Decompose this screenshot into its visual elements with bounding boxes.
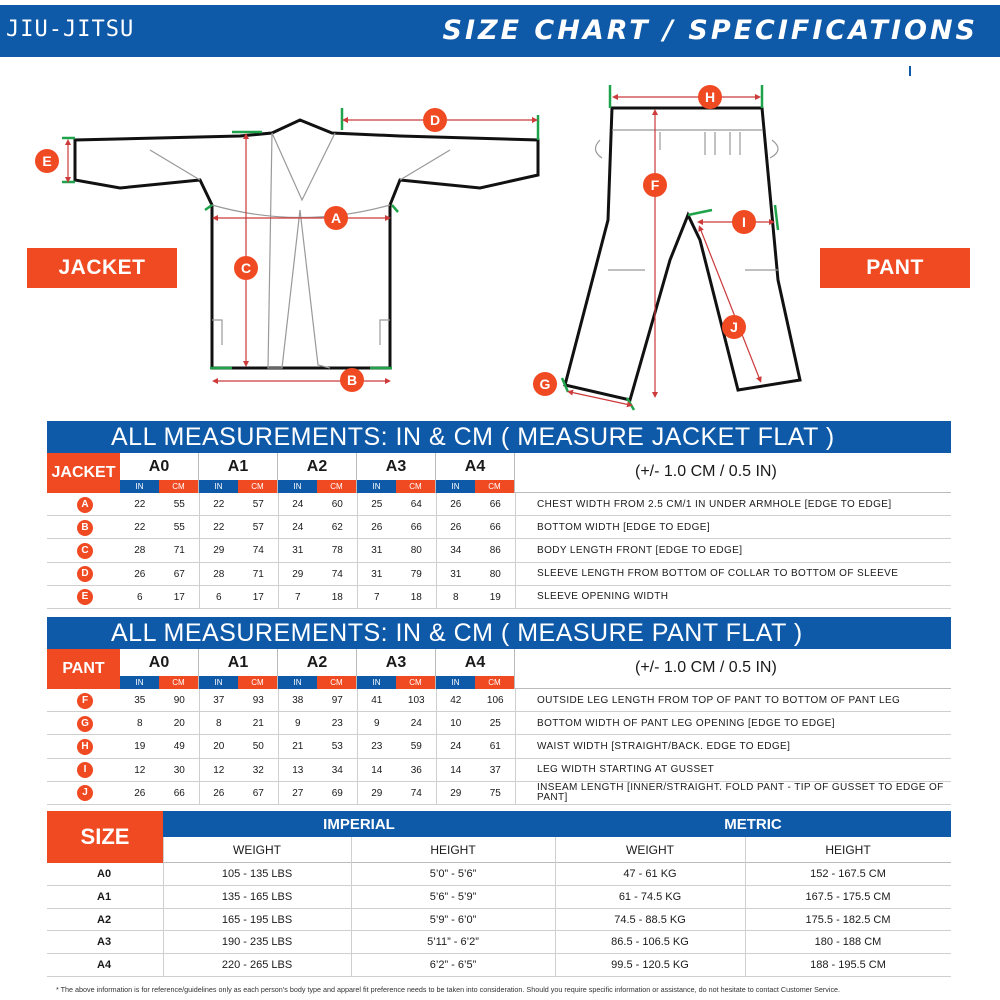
table-cell: 10: [450, 718, 462, 730]
marker-g-icon: G: [533, 372, 557, 396]
table-cell: 64: [410, 499, 422, 510]
measure-marker-icon: J: [77, 785, 93, 801]
table-cell: 61 - 74.5 KG: [618, 890, 682, 903]
table-cell: 53: [331, 741, 343, 753]
marker-c-icon: C: [234, 256, 258, 280]
table-row: [47, 886, 951, 909]
table-cell: 6: [136, 591, 143, 603]
size-label: A3: [97, 936, 112, 949]
table-cell: 26: [371, 522, 383, 534]
table-cell: 5’0” - 5’6”: [429, 868, 477, 880]
table-cell: 49: [173, 741, 185, 753]
table-cell: 99.5 - 120.5 KG: [611, 959, 689, 972]
jacket-label: JACKET: [27, 248, 177, 288]
table-cell: 8: [136, 718, 143, 730]
unit-cm: CM: [317, 480, 356, 493]
marker-b-icon: B: [340, 368, 364, 392]
table-cell: 9: [373, 718, 380, 730]
table-cell: 29: [213, 545, 225, 557]
table-cell: 31: [371, 545, 383, 557]
measure-marker-icon: D: [77, 566, 93, 582]
size-col-a2: [278, 649, 357, 689]
page-title: SIZE CHART / SPECIFICATIONS: [442, 15, 978, 46]
size-label: A2: [306, 654, 328, 671]
size-label: A4: [97, 959, 112, 972]
table-cell: 50: [252, 741, 264, 753]
table-cell: 12: [134, 764, 146, 776]
table-cell: 66: [410, 522, 422, 534]
size-label: A1: [97, 890, 112, 903]
pant-rows: [47, 689, 951, 805]
table-cell: 29: [371, 787, 383, 799]
table-cell: 220 - 265 LBS: [221, 959, 293, 972]
table-cell: 25: [371, 499, 383, 510]
table-cell: 6’2” - 6’5”: [429, 959, 477, 972]
table-cell: 23: [371, 741, 383, 753]
tolerance-note: (+/- 1.0 CM / 0.5 IN): [635, 659, 777, 676]
jacket-table-title: ALL MEASUREMENTS: IN & CM ( MEASURE JACKET FLAT ): [47, 421, 951, 453]
marker-j-icon: J: [722, 315, 746, 339]
size-col-a0: [120, 649, 199, 689]
unit-in: IN: [436, 676, 475, 689]
size-col-a3: [357, 649, 436, 689]
unit-in: IN: [357, 676, 396, 689]
imperial-height-header: HEIGHT: [351, 837, 555, 863]
table-cell: 55: [173, 522, 185, 534]
table-cell: 9: [294, 718, 301, 730]
tolerance-note: (+/- 1.0 CM / 0.5 IN): [635, 463, 777, 480]
table-cell: 20: [213, 741, 225, 753]
table-cell: 12: [213, 764, 225, 776]
marker-e-icon: E: [35, 149, 59, 173]
table-cell: 30: [173, 764, 185, 776]
table-cell: 80: [410, 545, 422, 557]
measure-marker-icon: I: [77, 762, 93, 778]
table-cell: 36: [410, 764, 422, 776]
table-row: [47, 759, 951, 782]
measure-marker-icon: A: [77, 497, 93, 513]
measure-description: BODY LENGTH FRONT [EDGE TO EDGE]: [537, 544, 743, 556]
table-cell: 34: [331, 764, 343, 776]
imperial-header: IMPERIAL: [163, 811, 555, 837]
jacket-rows: [47, 493, 951, 609]
measure-marker-icon: E: [77, 589, 93, 605]
metric-header: METRIC: [555, 811, 951, 837]
table-cell: 25: [489, 718, 501, 730]
pant-table-title: ALL MEASUREMENTS: IN & CM ( MEASURE PANT FLAT ): [47, 617, 951, 649]
unit-cm: CM: [238, 676, 277, 689]
table-cell: 74.5 - 88.5 KG: [614, 913, 686, 926]
size-col-a1: [199, 453, 278, 493]
table-cell: 14: [450, 764, 462, 776]
table-cell: 74: [410, 787, 422, 799]
measure-description: WAIST WIDTH [STRAIGHT/BACK. EDGE TO EDGE]: [537, 740, 791, 752]
pant-measurements-table: [47, 617, 951, 805]
table-cell: 5’6” - 5’9”: [429, 890, 477, 903]
table-row: [47, 539, 951, 562]
marker-i-icon: I: [732, 210, 756, 234]
measure-description: BOTTOM WIDTH OF PANT LEG OPENING [EDGE TO EDGE]: [537, 717, 835, 729]
size-label: A2: [306, 458, 328, 475]
table-cell: 71: [173, 545, 185, 557]
table-cell: 66: [489, 499, 501, 510]
table-cell: 67: [252, 787, 264, 799]
unit-cm: CM: [396, 676, 435, 689]
marker-a-icon: A: [324, 206, 348, 230]
table-cell: 21: [292, 741, 304, 753]
size-label: A2: [97, 913, 112, 926]
unit-cm: CM: [159, 676, 198, 689]
table-cell: 59: [410, 741, 422, 753]
unit-cm: CM: [238, 480, 277, 493]
table-row: [47, 563, 951, 586]
measure-description: CHEST WIDTH FROM 2.5 CM/1 IN UNDER ARMHOLE [EDGE TO EDGE]: [537, 498, 892, 510]
unit-in: IN: [436, 480, 475, 493]
table-cell: 90: [173, 695, 185, 706]
table-cell: 26: [450, 522, 462, 534]
size-label: A0: [148, 458, 170, 475]
table-cell: 78: [331, 545, 343, 557]
table-cell: 22: [134, 499, 146, 510]
table-cell: 19: [489, 591, 501, 603]
table-cell: 74: [252, 545, 264, 557]
table-cell: 190 - 235 LBS: [221, 936, 293, 949]
size-conversion-table: [47, 811, 951, 977]
pant-tag: PANT: [47, 649, 120, 689]
garment-drawing: [0, 60, 1000, 420]
table-cell: 57: [252, 522, 264, 534]
marker-h-icon: H: [698, 85, 722, 109]
table-cell: 24: [292, 522, 304, 534]
table-cell: 22: [213, 522, 225, 534]
measure-description: BOTTOM WIDTH [EDGE TO EDGE]: [537, 521, 711, 533]
table-cell: 29: [292, 568, 304, 580]
jacket-drawing: [75, 120, 538, 368]
size-label: A0: [97, 868, 112, 880]
size-label: A3: [385, 654, 407, 671]
table-cell: 105 - 135 LBS: [221, 868, 293, 880]
table-cell: 5’9” - 6’0”: [429, 913, 477, 926]
table-cell: 66: [489, 522, 501, 534]
table-cell: 28: [213, 568, 225, 580]
table-cell: 29: [450, 787, 462, 799]
table-cell: 17: [252, 591, 264, 603]
table-cell: 24: [450, 741, 462, 753]
table-cell: 86.5 - 106.5 KG: [611, 936, 689, 949]
table-cell: 79: [410, 568, 422, 580]
metric-weight-header: WEIGHT: [555, 837, 745, 863]
jacket-table-header: [47, 453, 951, 493]
table-cell: 18: [331, 591, 343, 603]
table-row: [47, 909, 951, 932]
table-cell: 24: [292, 499, 304, 510]
unit-cm: CM: [396, 480, 435, 493]
size-label: A0: [148, 654, 170, 671]
table-cell: 41: [371, 695, 383, 706]
table-cell: 86: [489, 545, 501, 557]
table-cell: 26: [213, 787, 225, 799]
unit-in: IN: [278, 480, 317, 493]
table-cell: 7: [373, 591, 380, 603]
measure-description: LEG WIDTH STARTING AT GUSSET: [537, 764, 715, 776]
size-label: A1: [227, 458, 249, 475]
size-tag: SIZE: [47, 811, 163, 863]
table-cell: 69: [331, 787, 343, 799]
table-cell: 7: [294, 591, 301, 603]
metric-height-header: HEIGHT: [745, 837, 951, 863]
table-cell: 6: [215, 591, 222, 603]
table-cell: 26: [134, 787, 146, 799]
table-cell: 20: [173, 718, 185, 730]
table-cell: 28: [134, 545, 146, 557]
jacket-tag: JACKET: [47, 453, 120, 493]
table-cell: 31: [371, 568, 383, 580]
table-cell: 175.5 - 182.5 CM: [805, 913, 891, 926]
table-cell: 93: [252, 695, 264, 706]
table-cell: 55: [173, 499, 185, 510]
measure-marker-icon: G: [77, 716, 93, 732]
table-cell: 165 - 195 LBS: [221, 913, 293, 926]
table-cell: 37: [489, 764, 501, 776]
imperial-weight-header: WEIGHT: [163, 837, 351, 863]
table-cell: 26: [134, 568, 146, 580]
table-cell: 8: [215, 718, 222, 730]
unit-in: IN: [357, 480, 396, 493]
size-col-a4: [436, 453, 515, 493]
table-row: [47, 493, 951, 516]
table-cell: 31: [450, 568, 462, 580]
table-cell: 71: [252, 568, 264, 580]
table-cell: 14: [371, 764, 383, 776]
size-label: A1: [227, 654, 249, 671]
jacket-measurements-table: [47, 421, 951, 609]
unit-cm: CM: [159, 480, 198, 493]
unit-in: IN: [120, 676, 159, 689]
table-cell: 34: [450, 545, 462, 557]
table-cell: 135 - 165 LBS: [221, 890, 293, 903]
table-cell: 61: [489, 741, 501, 753]
table-cell: 31: [292, 545, 304, 557]
table-row: [47, 782, 951, 805]
size-label: A4: [464, 654, 486, 671]
table-row: [47, 863, 951, 886]
table-row: [47, 931, 951, 954]
table-cell: 27: [292, 787, 304, 799]
pant-table-header: [47, 649, 951, 689]
unit-in: IN: [278, 676, 317, 689]
size-col-a2: [278, 453, 357, 493]
table-row: [47, 954, 951, 977]
table-cell: 23: [331, 718, 343, 730]
size-col-a0: [120, 453, 199, 493]
size-label: A4: [464, 458, 486, 475]
table-cell: 60: [331, 499, 343, 510]
measure-description: SLEEVE LENGTH FROM BOTTOM OF COLLAR TO BOTTOM OF SLEEVE: [537, 568, 899, 580]
table-cell: 57: [252, 499, 264, 510]
measure-marker-icon: C: [77, 543, 93, 559]
table-cell: 35: [134, 695, 146, 706]
table-cell: 42: [450, 695, 462, 706]
measure-marker-icon: H: [77, 739, 93, 755]
table-cell: 17: [173, 591, 185, 603]
table-cell: 106: [486, 695, 504, 706]
measure-description: OUTSIDE LEG LENGTH FROM TOP OF PANT TO BOTTOM OF PANT LEG: [537, 694, 901, 706]
table-cell: 62: [331, 522, 343, 534]
marker-d-icon: D: [423, 108, 447, 132]
table-cell: 152 - 167.5 CM: [810, 868, 886, 880]
table-row: [47, 735, 951, 758]
disclaimer-footnote: * The above information is for reference/guidelines only as each person’s body type and apparel fit preference needs to be taken into consideration. Should you require specific information or assistance, do not hesitate to contact Customer Service.: [56, 985, 841, 994]
table-cell: 47 - 61 KG: [623, 868, 677, 880]
table-cell: 180 - 188 CM: [814, 936, 882, 949]
size-col-a3: [357, 453, 436, 493]
marker-f-icon: F: [643, 173, 667, 197]
measure-description: INSEAM LENGTH [INNER/STRAIGHT. FOLD PANT - TIP OF GUSSET TO EDGE OF PANT]: [537, 782, 944, 804]
table-cell: 22: [213, 499, 225, 510]
table-cell: 22: [134, 522, 146, 534]
table-cell: 75: [489, 787, 501, 799]
table-cell: 26: [450, 499, 462, 510]
table-cell: 66: [173, 787, 185, 799]
measure-description: SLEEVE OPENING WIDTH: [537, 591, 669, 603]
table-row: [47, 712, 951, 735]
table-cell: 19: [134, 741, 146, 753]
table-row: [47, 516, 951, 539]
table-cell: 21: [252, 718, 264, 730]
table-cell: 67: [173, 568, 185, 580]
table-row: [47, 586, 951, 609]
size-col-a1: [199, 649, 278, 689]
table-cell: 32: [252, 764, 264, 776]
measure-marker-icon: B: [77, 520, 93, 536]
unit-in: IN: [120, 480, 159, 493]
table-cell: 24: [410, 718, 422, 730]
size-col-a4: [436, 649, 515, 689]
garment-illustrations: [0, 60, 1000, 420]
header-bar: [0, 5, 1000, 57]
table-cell: 167.5 - 175.5 CM: [805, 890, 891, 903]
table-cell: 103: [407, 695, 425, 706]
table-cell: 8: [452, 591, 459, 603]
measure-marker-icon: F: [77, 693, 93, 709]
unit-cm: CM: [317, 676, 356, 689]
table-cell: 188 - 195.5 CM: [810, 959, 886, 972]
unit-in: IN: [199, 480, 238, 493]
unit-cm: CM: [475, 676, 514, 689]
table-row: [47, 689, 951, 712]
pant-label: PANT: [820, 248, 970, 288]
unit-cm: CM: [475, 480, 514, 493]
table-cell: 37: [213, 695, 225, 706]
size-label: A3: [385, 458, 407, 475]
table-cell: 18: [410, 591, 422, 603]
table-cell: 74: [331, 568, 343, 580]
unit-in: IN: [199, 676, 238, 689]
table-cell: 13: [292, 764, 304, 776]
table-cell: 5’11” - 6’2”: [427, 936, 479, 949]
table-cell: 38: [292, 695, 304, 706]
brand-logo-text: JIU-JITSU: [6, 17, 135, 42]
table-cell: 97: [331, 695, 343, 706]
table-cell: 80: [489, 568, 501, 580]
